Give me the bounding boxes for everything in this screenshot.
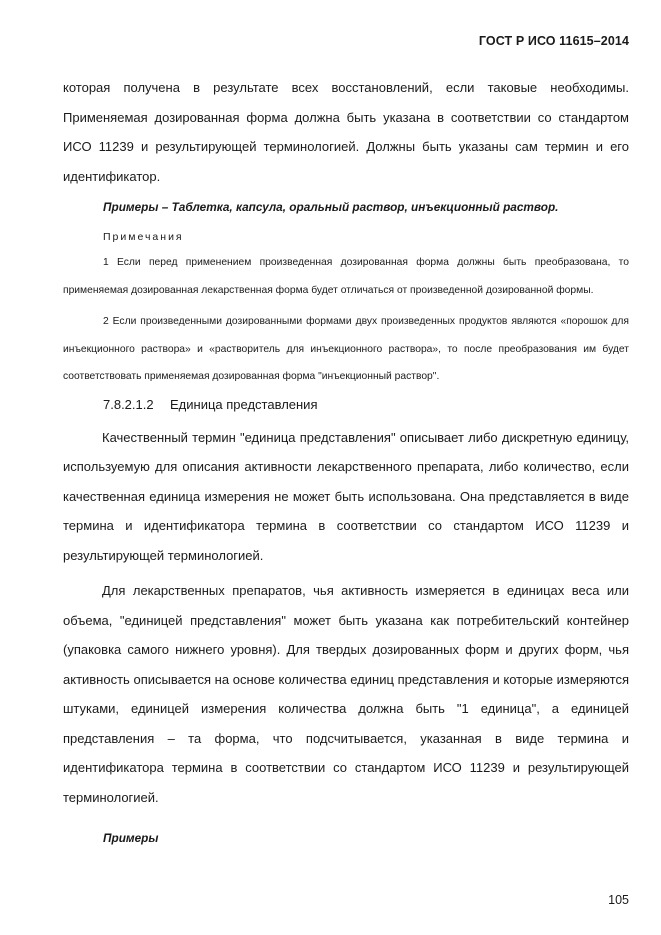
note-1: 1 Если перед применением произведенная дозированная форма должны быть преобразована, то применяемая дозированная лекарственная форма будет отличаться от произведенной дозированной формы. [63, 257, 629, 296]
paragraph-unit-of-presentation: Качественный термин "единица представления" описывает либо дискретную единицу, используемую для описания активности лекарственного препарата, либо количество, если качественная единица измерения не может быть использована. Она представляется в виде термина и идентификатора термина в соответствии со стандартом ИСО 11239 и результирующей терминологией. [63, 429, 629, 563]
notes-heading: Примечания [103, 231, 184, 243]
example-dosage-forms: Примеры – Таблетка, капсула, оральный раствор, инъекционный раствор. [103, 200, 559, 214]
note-2: 2 Если произведенными дозированными формами двух произведенных продуктов являются «порошок для инъекционного раствора» и «растворитель для инъекционного раствора», то после преобразования им будет соответствовать применяемая дозированная форма "инъекционный раствор". [63, 316, 629, 382]
examples-heading: Примеры [103, 831, 159, 845]
section-number: 7.8.2.1.2 [103, 396, 154, 412]
page-content [63, 73, 629, 846]
paragraph-unit-measurement: Для лекарственных препаратов, чья активность измеряется в единицах веса или объема, "единицей представления" может быть указана как потребительский контейнер (упаковка самого нижнего уровня). Для твердых дозированных форм и других форм, чья активность описывается на основе количества единиц представления и которые измеряются штуками, единицей измерения количества должна быть "1 единица", а единицей представления – та форма, что подсчитывается, указанная в виде термина и идентификатора термина в соответствии со стандартом ИСО 11239 и результирующей терминологией. [63, 583, 629, 805]
document-id-header: ГОСТ Р ИСО 11615–2014 [478, 34, 629, 48]
section-title: Единица представления [170, 396, 318, 412]
paragraph-dosage-form: которая получена в результате всех восстановлений, если таковые необходимы. Применяемая дозированная форма должна быть указана в соответствии со стандартом ИСО 11239 и результирующей терминологией. Должны быть указаны сам термин и его идентификатор. [63, 80, 629, 184]
page-number: 105 [608, 893, 629, 907]
section-heading [103, 395, 629, 415]
